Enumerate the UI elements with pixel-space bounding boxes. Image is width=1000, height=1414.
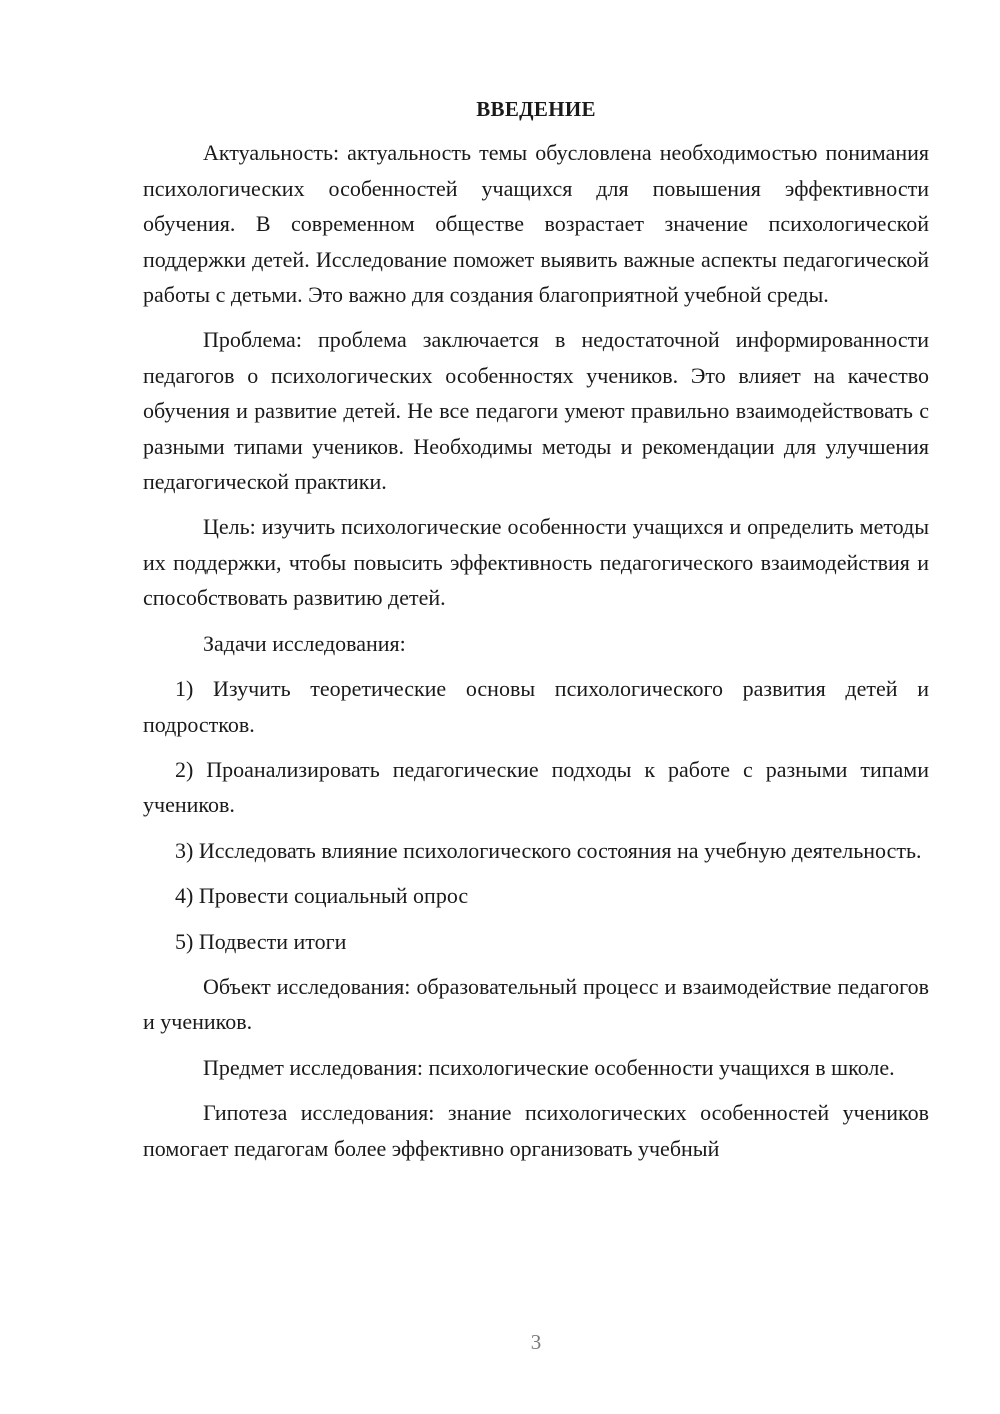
task-item: 3) Исследовать влияние психологического состояния на учебную деятельность.	[175, 837, 922, 863]
problem-paragraph: Проблема: проблема заключается в недостаточной информированности педагогов о психологических особенностях учеников. Это влияет на качество обучения и развитие детей. Не все педагоги умеют правильно взаимодействовать с разными типами учеников. Необходимы методы и рекомендации для улучшения педагогической практики.	[143, 327, 929, 495]
hypothesis-paragraph: Гипотеза исследования: знание психологических особенностей учеников помогает педагогам более эффективно организовать учебный	[143, 1100, 929, 1161]
page-number: 3	[530, 1330, 542, 1354]
subject-paragraph: Предмет исследования: психологические особенности учащихся в школе.	[203, 1054, 895, 1080]
tasks-heading: Задачи исследования:	[203, 630, 406, 656]
document-page	[143, 92, 929, 1176]
task-item: 4) Провести социальный опрос	[175, 883, 469, 909]
task-item: 5) Подвести итоги	[175, 928, 347, 954]
task-item: 2) Проанализировать педагогические подходы к работе с разными типами учеников.	[143, 756, 929, 818]
task-item: 1) Изучить теоретические основы психологического развития детей и подростков.	[143, 676, 929, 737]
relevance-paragraph: Актуальность: актуальность темы обусловлена необходимостью понимания психологических особенностей учащихся для повышения эффективности обучения. В современном обществе возрастает значение психологической поддержки детей. Исследование поможет выявить важные аспекты педагогической работы с детьми. Это важно для создания благоприятной учебной среды.	[143, 140, 929, 308]
object-paragraph: Объект исследования: образовательный процесс и взаимодействие педагогов и учеников.	[143, 973, 929, 1035]
section-title: ВВЕДЕНИЕ	[476, 97, 596, 121]
goal-paragraph: Цель: изучить психологические особенности учащихся и определить методы их поддержки, чтобы повысить эффективность педагогического взаимодействия и способствовать развитию детей.	[143, 514, 929, 611]
